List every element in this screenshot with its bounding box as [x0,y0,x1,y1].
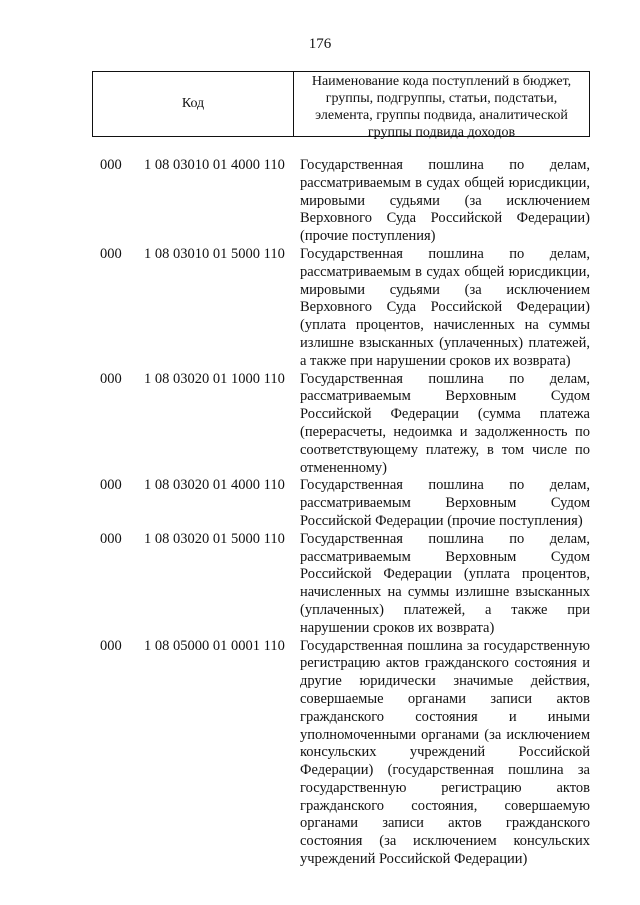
revenue-description: Государственная пошлина по делам, рассматриваемым Верховным Судом Российской Федерации (сумма платежа (перерасчеты, недоимка и задолженность по соответствующему платежу, в том числе по отмененному) [300,370,590,476]
revenue-code: 1 08 03010 01 4000 110 [144,157,285,173]
admin-code: 000 [100,477,122,494]
revenue-code: 1 08 03020 01 1000 110 [144,370,285,387]
revenue-description: Государственная пошлина по делам, рассматриваемым Верховным Судом Российской Федерации (уплата процентов, начисленных на суммы излишне взысканных (уплаченных) платежей, а также при нарушении сроков их возврата) [300,530,590,636]
table-row [100,157,590,246]
revenue-code: 1 08 05000 01 0001 110 [144,637,285,654]
revenue-code: 1 08 03020 01 5000 110 [144,530,285,547]
admin-code: 000 [100,637,122,654]
header-name-column: Наименование кода поступлений в бюджет, группы, подгруппы, статьи, подстатьи, элемента, группы подвида, аналитической группы подвида доходов [311,74,572,140]
table-row [100,246,590,371]
table-body [100,157,590,869]
revenue-description: Государственная пошлина за государственную регистрацию актов гражданского состояния и другие юридически значимые действия, совершаемые органами записи актов гражданского состояния и иными уполномоченными органами (за исключением консульских учреждений Российской Федерации) (государственная пошлина за государственную регистрацию актов гражданского состояния, совершаемую органами записи актов гражданского состояния (за исключением консульских учреждений Российской Федерации) [300,637,590,868]
revenue-description: Государственная пошлина по делам, рассматриваемым в судах общей юрисдикции, мировыми судьями (за исключением Верховного Суда Российской Федерации) (прочие поступления) [300,157,590,245]
admin-code: 000 [100,530,122,547]
admin-code: 000 [100,157,122,173]
table-row [100,638,590,869]
page-number: 176 [308,36,332,52]
revenue-description: Государственная пошлина по делам, рассматриваемым в судах общей юрисдикции, мировыми судьями (за исключением Верховного Суда Российской Федерации) (уплата процентов, начисленных на суммы излишне взысканных (уплаченных) платежей, а также при нарушении сроков их возврата) [300,245,590,369]
header-code-column: Код [93,72,294,136]
admin-code: 000 [100,370,122,387]
revenue-description: Государственная пошлина по делам, рассматриваемым Верховным Судом Российской Федерации (прочие поступления) [300,477,590,529]
revenue-code: 1 08 03020 01 4000 110 [144,477,285,494]
table-row [100,531,590,638]
revenue-code: 1 08 03010 01 5000 110 [144,245,285,262]
table-row [100,477,590,530]
table-row [100,371,590,478]
table-header [92,71,590,140]
admin-code: 000 [100,245,122,262]
